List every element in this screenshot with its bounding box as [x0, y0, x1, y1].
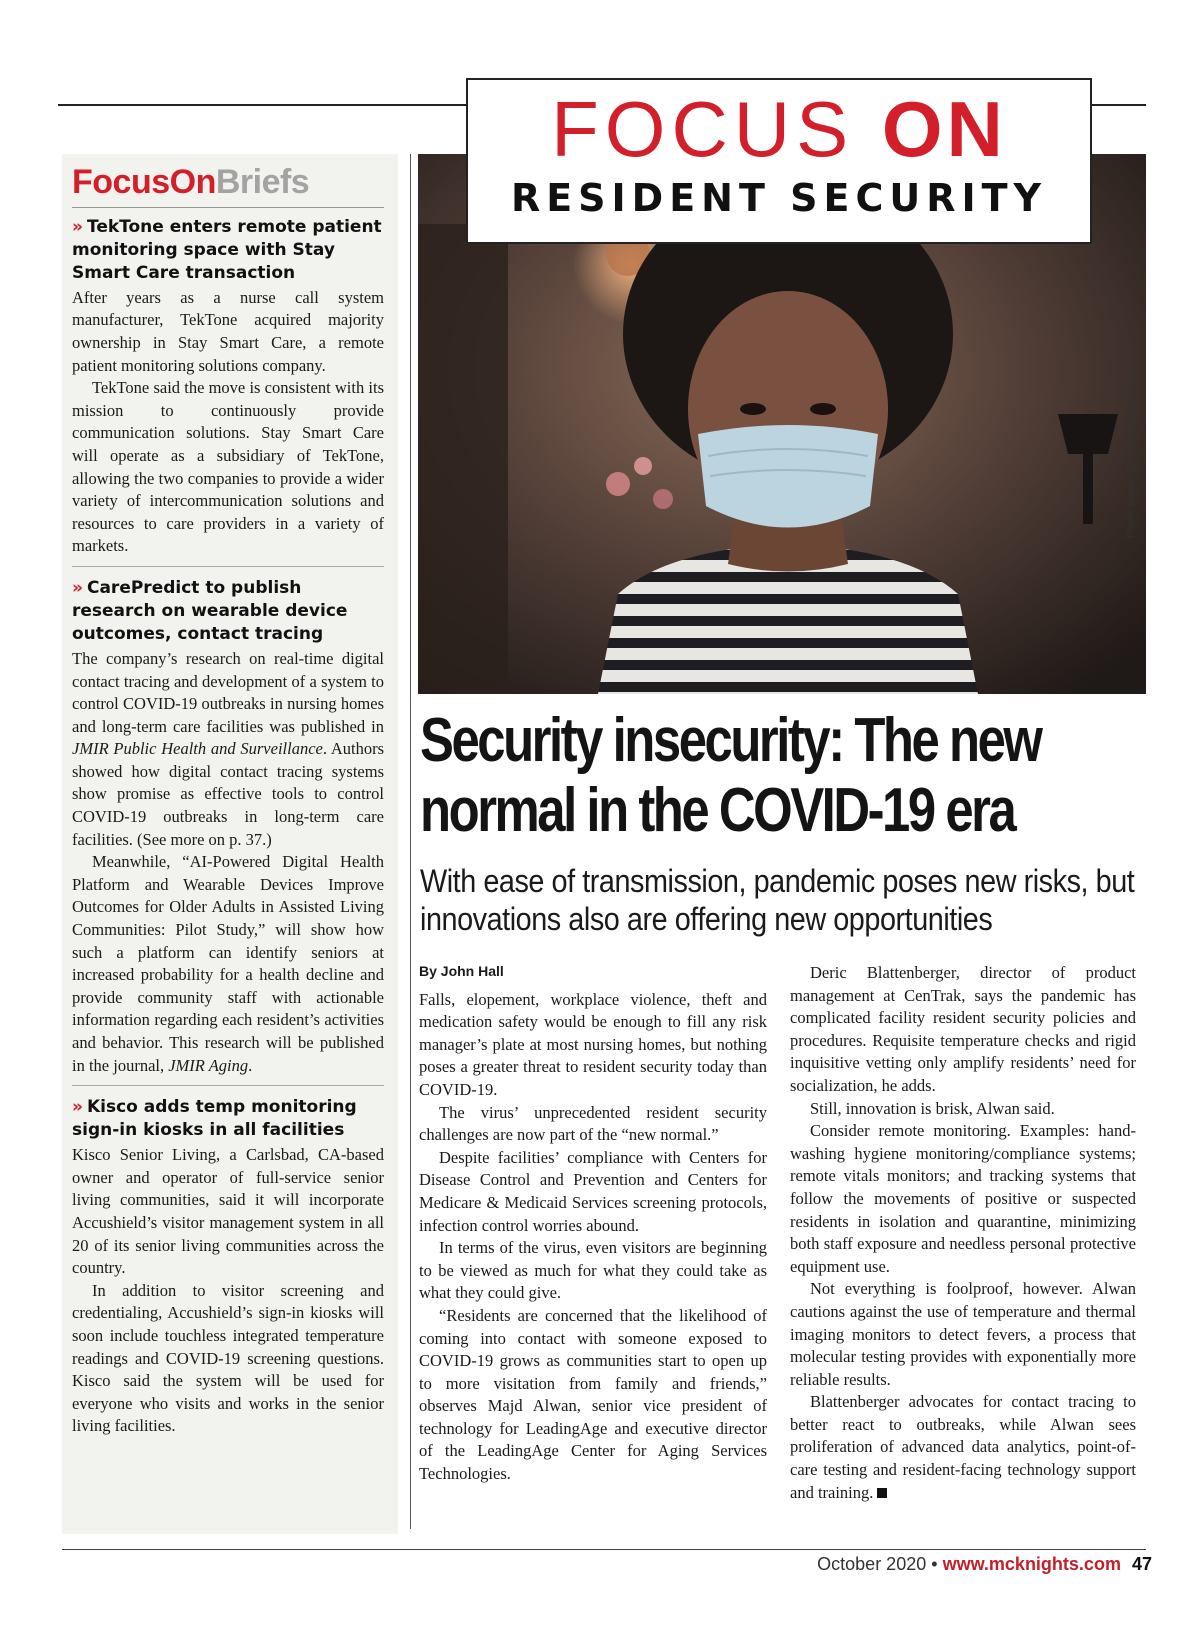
body-paragraph: Consider remote monitoring. Examples: hand-washing hygiene monitoring/compliance systems; remote vitals monitors; and tracking systems that follow the movements of positive or suspected residents in isolation and quarantine, minimizing both staff exposure and needless personal protective equipment use. [790, 1121, 1136, 1276]
brief-kisco [72, 1096, 384, 1446]
body-paragraph: Still, innovation is brisk, Alwan said. [810, 1098, 1055, 1118]
body-paragraph: Despite facilities’ compliance with Centers for Disease Control and Prevention and Centers for Medicare & Medicaid Services screening protocols, infection control worries abound. [419, 1147, 767, 1235]
brief-paragraph: Meanwhile, “AI-Powered Digital Health Platform and Wearable Devices Improve Outcomes for Older Adults in Assisted Living Communities: Pilot Study,” will show how such a platform can identify seniors at increased probability for a health decline and provide community staff with actionable information regarding each resident’s activities and behavior. This research will be published in the journal, JMIR Aging. [72, 852, 384, 1075]
brief-paragraph: In addition to visitor screening and credentialing, Accushield’s sign-in kiosks will soon include touchless integrated temperature readings and COVID-19 screening questions. Kisco said the system will be used for everyone who visits and works in the senior living facilities. [72, 1280, 384, 1436]
journal-title: JMIR Public Health and Surveillance [72, 739, 323, 759]
brief-headline: » Kisco adds temp monitoring sign-in kiosks in all facilities [72, 1097, 357, 1141]
body-paragraph: Blattenberger advocates for contact tracing to better react to outbreaks, while Alwan sees proliferation of advanced data analytics, point-of-care testing and resident-facing technology support and training. [790, 1392, 1136, 1502]
brief-paragraph: The company’s research on real-time digital contact tracing and development of a system to control COVID-19 outbreaks in nursing homes and long-term care facilities was published in JMIR Public Health and Surveillance. Authors showed how digital contact tracing systems show promise as effective tools to control COVID-19 outbreaks in long-term care facilities. (See more on p. 37.) [72, 648, 384, 849]
focus-on-heading: FOCUS ON [551, 85, 1007, 173]
article-column-1 [419, 960, 767, 1486]
body-paragraph: Deric Blattenberger, director of product management at CenTrak, says the pandemic has complicated facility resident security policies and procedures. Requisite temperature checks and rigid inquisitive vetting only amplify residents’ need for socialization, he adds. [790, 963, 1136, 1095]
issue-date: October 2020 [817, 1554, 927, 1574]
page-number: 47 [1131, 1554, 1152, 1574]
journal-title: JMIR Aging [168, 1055, 249, 1075]
brief-headline: » CarePredict to publish research on wearable device outcomes, contact tracing [72, 577, 348, 644]
chevron-icon: » [72, 577, 83, 598]
body-paragraph: Falls, elopement, workplace violence, theft and medication safety would be enough to fill any risk manager’s plate at most nursing homes, but nothing poses a greater threat to resident security today than COVID-19. [419, 989, 767, 1099]
brief-paragraph: After years as a nurse call system manufacturer, TekTone acquired majority ownership in Stay Smart Care, a remote patient monitoring solutions company. [72, 287, 384, 375]
body-paragraph: “Residents are concerned that the likelihood of coming into contact with someone exposed to COVID-19 grows as communities start to open up to more visitation from family and friends,” observes Majd Alwan, senior vice president of technology for LeadingAge and executive director of the LeadingAge Center for Aging Services Technologies. [419, 1305, 767, 1484]
end-mark-icon [877, 1488, 887, 1498]
photo-credit: Photo: alvarez/E+/Getty Images Plus [1126, 374, 1137, 538]
brief-headline: » TekTone enters remote patient monitoring space with Stay Smart Care transaction [72, 216, 382, 283]
article-dek: With ease of transmission, pandemic poses new risks, but innovations also are offering new opportunities [420, 863, 1135, 937]
website-link[interactable]: www.mcknights.com [942, 1554, 1121, 1574]
brief-paragraph: Kisco Senior Living, a Carlsbad, CA-based owner and operator of full-service senior living communities, said it will incorporate Accushield’s visitor management system in all 20 of its senior living communities across the country. [72, 1145, 384, 1278]
section-name: RESIDENT SECURITY [510, 176, 1048, 220]
briefs-title: FocusOnBriefs [72, 162, 384, 208]
brief-carepredict [72, 577, 384, 1086]
focus-on-banner [466, 78, 1092, 244]
byline: By John Hall [419, 963, 504, 979]
article-headline: Security insecurity: The new normal in the COVID-19 era [420, 706, 1041, 845]
chevron-icon: » [72, 216, 83, 237]
body-paragraph: In terms of the virus, even visitors are beginning to be viewed as much for what they could take as what they could give. [419, 1238, 767, 1303]
page-footer [817, 1554, 1152, 1575]
footer-rule [62, 1549, 1146, 1550]
body-paragraph: Not everything is foolproof, however. Alwan cautions against the use of temperature and thermal imaging monitors to detect fevers, a process that molecular testing provides with exponentially more reliable results. [790, 1279, 1136, 1389]
body-paragraph: The virus’ unprecedented resident security challenges are now part of the “new normal.” [419, 1102, 767, 1145]
footer-bullet: • [931, 1554, 938, 1574]
column-divider [410, 154, 411, 1529]
chevron-icon: » [72, 1097, 83, 1118]
article-column-2 [790, 962, 1136, 1504]
brief-tektone [72, 216, 384, 567]
briefs-sidebar [62, 154, 398, 1534]
brief-paragraph: TekTone said the move is consistent with its mission to continuously provide communication solutions. Stay Smart Care will operate as a subsidiary of TekTone, allowing the two companies to provide a wider variety of intercommunication solutions and resources to care providers in a variety of markets. [72, 378, 384, 556]
